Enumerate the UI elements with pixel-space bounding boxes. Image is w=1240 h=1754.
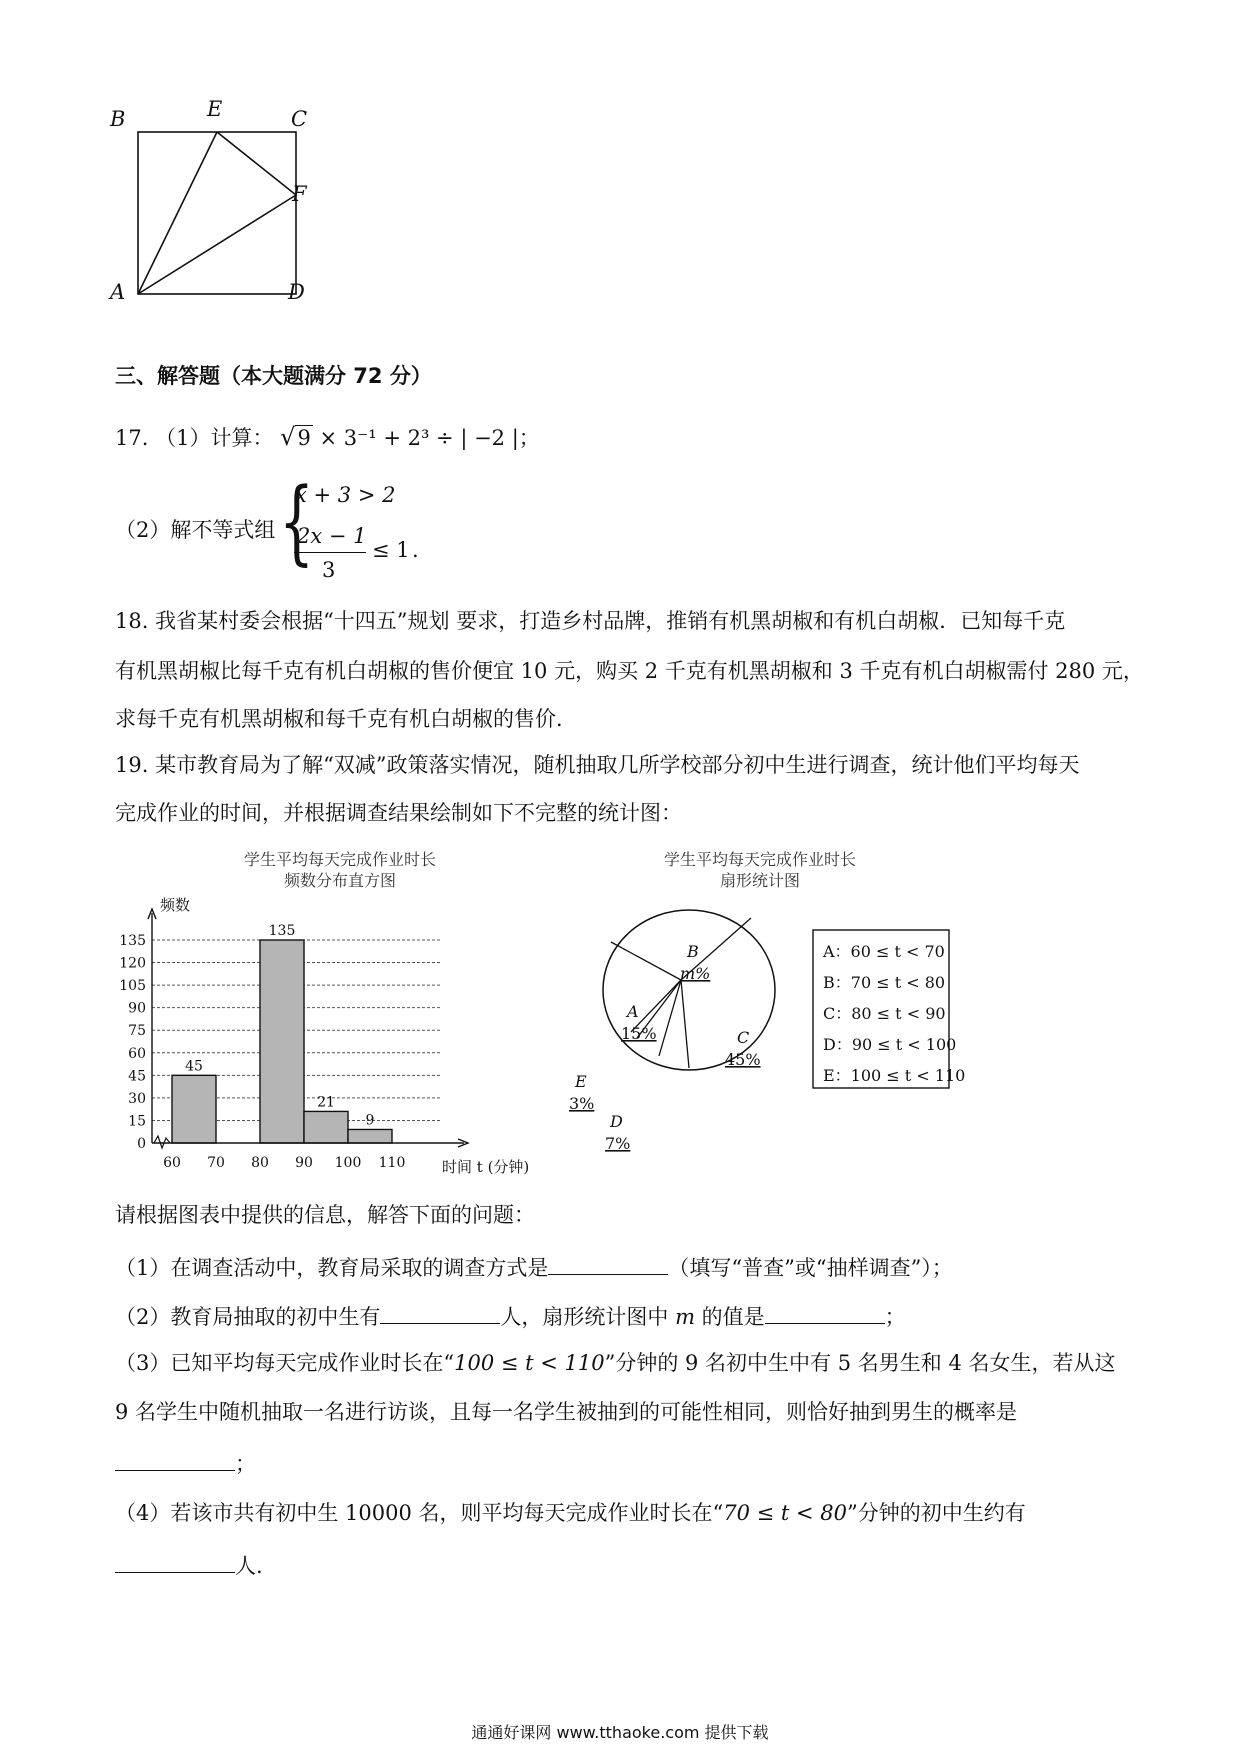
histogram-x-label: 时间 t (分钟) bbox=[442, 1158, 530, 1176]
legend-item-a: A：60 ≤ t < 70 bbox=[823, 942, 945, 961]
bar-data-label: 135 bbox=[268, 923, 296, 939]
q17-expression: × 3⁻¹ + 2³ ÷ | −2 |； bbox=[319, 426, 540, 450]
x-tick-label: 90 bbox=[295, 1155, 313, 1171]
histogram-title-1: 学生平均每天完成作业时长 bbox=[243, 850, 437, 869]
q19-p3-text: （3）已知平均每天完成作业时长在“ bbox=[115, 1351, 455, 1375]
y-tick-label: 120 bbox=[119, 955, 146, 972]
y-tick-label: 0 bbox=[137, 1136, 146, 1152]
point-label-f: F bbox=[292, 182, 307, 206]
pie-title-1: 学生平均每天完成作业时长 bbox=[663, 850, 857, 869]
pie-label-a: A bbox=[627, 1002, 639, 1021]
q19-part3-line1 bbox=[115, 1353, 1115, 1374]
pie-label-d: D bbox=[610, 1112, 623, 1131]
pie-label-a-pct: 15% bbox=[621, 1024, 657, 1043]
y-tick-label: 30 bbox=[128, 1090, 146, 1107]
answer-blank-4[interactable] bbox=[115, 1450, 235, 1471]
q17-part2-prefix: （2）解不等式组 bbox=[115, 518, 276, 542]
point-label-a: A bbox=[110, 280, 126, 304]
q19-part1 bbox=[115, 1254, 953, 1279]
histogram-bar bbox=[260, 940, 304, 1143]
point-label-b: B bbox=[110, 107, 126, 131]
histogram-chart bbox=[112, 845, 552, 1175]
pie-slice-boundary bbox=[611, 942, 681, 980]
q19-part4-line1 bbox=[115, 1503, 1026, 1524]
q17-part1-prefix: （1）计算： bbox=[155, 426, 274, 450]
q19-p3-text-b: ”分钟的 9 名初中生中有 5 名男生和 4 名女生，若从这 bbox=[604, 1351, 1116, 1375]
y-tick-label: 105 bbox=[119, 978, 146, 995]
answer-blank-1[interactable] bbox=[548, 1254, 668, 1275]
histogram-y-label: 频数 bbox=[160, 896, 191, 914]
q19-p2-end: ； bbox=[884, 1305, 906, 1329]
q19-line1: 19. 某市教育局为了解“双减”政策落实情况，随机抽取几所学校部分初中生进行调查，统计他们平均每天 bbox=[115, 753, 1080, 777]
q19-p4-text: （4）若该市共有初中生 10000 名，则平均每天完成作业时长在“ bbox=[115, 1501, 724, 1525]
x-tick-label: 60 bbox=[163, 1155, 181, 1171]
q18-line1: 18. 我省某村委会根据“十四五”规划 要求，打造乡村品牌，推销有机黑胡椒和有机白胡椒．已知每千克 bbox=[115, 609, 1066, 633]
q18-line3: 求每千克有机黑胡椒和每千克有机白胡椒的售价． bbox=[115, 707, 577, 731]
x-tick-label: 80 bbox=[251, 1155, 269, 1171]
square-figure bbox=[110, 97, 350, 340]
q17-period: . bbox=[412, 538, 419, 562]
legend-item-d: D：90 ≤ t < 100 bbox=[823, 1035, 957, 1054]
page-footer: 通通好课网 www.tthaoke.com 提供下载 bbox=[471, 1723, 769, 1742]
q17-fraction-denominator: 3 bbox=[322, 558, 336, 582]
q19-intro: 请根据图表中提供的信息，解答下面的问题： bbox=[115, 1203, 535, 1227]
y-tick-label: 75 bbox=[128, 1023, 146, 1040]
y-tick-label: 15 bbox=[128, 1113, 146, 1130]
pie-label-b-pct: m% bbox=[680, 964, 711, 983]
y-tick-label: 135 bbox=[119, 933, 146, 949]
q17-inequality-2-tail: ≤ 1 bbox=[372, 538, 410, 562]
q19-part4-line2 bbox=[115, 1552, 263, 1577]
q17-fraction-numerator: 2x − 1 bbox=[297, 524, 367, 548]
histogram-title-2: 频数分布直方图 bbox=[283, 871, 397, 890]
legend-item-c: C：80 ≤ t < 90 bbox=[823, 1004, 946, 1023]
pie-slice-boundary bbox=[681, 980, 689, 1068]
histogram-bar bbox=[172, 1075, 216, 1143]
q19-part3-line3 bbox=[115, 1450, 256, 1475]
axis-break-mark bbox=[154, 1136, 170, 1148]
pie-label-c: C bbox=[737, 1028, 750, 1047]
q19-part3-line2: 9 名学生中随机抽取一名进行访谈，且每一名学生被抽到的可能性相同，则恰好抽到男生的概率是 bbox=[115, 1400, 1018, 1424]
pie-label-e-pct: 3% bbox=[569, 1094, 595, 1113]
q19-p2-text-c: 的值是 bbox=[701, 1305, 765, 1329]
legend-item-b: B：70 ≤ t < 80 bbox=[823, 973, 946, 992]
x-tick-label: 70 bbox=[207, 1155, 225, 1171]
q19-p1-text: （1）在调查活动中，教育局采取的调查方式是 bbox=[115, 1256, 549, 1280]
segment-ef bbox=[217, 132, 296, 195]
q17-inequality-1: x + 3 > 2 bbox=[295, 483, 396, 507]
legend-item-e: E：100 ≤ t < 110 bbox=[823, 1066, 966, 1085]
q19-p4-text-b: ”分钟的初中生约有 bbox=[847, 1501, 1026, 1525]
q19-p3-end: ； bbox=[235, 1452, 256, 1476]
q19-p2-text-b: 人，扇形统计图中 bbox=[500, 1305, 669, 1329]
point-label-c: C bbox=[291, 107, 308, 131]
q17-part1 bbox=[115, 425, 540, 449]
fraction-bar bbox=[294, 552, 366, 553]
y-tick-label: 45 bbox=[128, 1068, 146, 1085]
x-tick-label: 100 bbox=[334, 1155, 362, 1171]
pie-label-b: B bbox=[687, 942, 699, 961]
q19-p4-end: 人. bbox=[235, 1554, 263, 1578]
q19-p1-hint: （填写“普查”或“抽样调查”）； bbox=[668, 1256, 953, 1280]
answer-blank-5[interactable] bbox=[115, 1552, 235, 1573]
x-tick-label: 110 bbox=[378, 1155, 406, 1171]
pie-label-d-pct: 7% bbox=[605, 1134, 631, 1153]
q19-line2: 完成作业的时间，并根据调查结果绘制如下不完整的统计图： bbox=[115, 801, 682, 825]
sqrt-symbol: √ bbox=[280, 423, 296, 451]
q19-part2 bbox=[115, 1303, 906, 1328]
sqrt-argument: 9 bbox=[297, 426, 311, 450]
q19-p2-text: （2）教育局抽取的初中生有 bbox=[115, 1305, 381, 1329]
system-brace: { bbox=[279, 468, 315, 575]
histogram-bar bbox=[348, 1129, 392, 1143]
square-abcd bbox=[138, 132, 296, 294]
q19-p2-m: m bbox=[675, 1305, 695, 1329]
q17-number: 17. bbox=[115, 426, 149, 450]
histogram-bar bbox=[304, 1111, 348, 1143]
answer-blank-2[interactable] bbox=[380, 1303, 500, 1324]
y-tick-label: 90 bbox=[128, 1000, 146, 1017]
q19-p3-range: 100 ≤ t < 110 bbox=[454, 1351, 605, 1375]
section-heading: 三、解答题（本大题满分 72 分） bbox=[115, 364, 432, 388]
answer-blank-3[interactable] bbox=[765, 1303, 885, 1324]
pie-chart bbox=[555, 845, 975, 1160]
bar-data-label: 9 bbox=[365, 1112, 375, 1129]
q19-p4-range: 70 ≤ t < 80 bbox=[723, 1501, 848, 1525]
point-label-d: D bbox=[288, 280, 305, 304]
y-tick-label: 60 bbox=[128, 1045, 146, 1062]
pie-label-c-pct: 45% bbox=[725, 1050, 761, 1069]
q18-line2: 有机黑胡椒比每千克有机白胡椒的售价便宜 10 元，购买 2 千克有机黑胡椒和 3 千克有机白胡椒需付 280 元， bbox=[115, 659, 1144, 683]
point-label-e: E bbox=[207, 97, 223, 121]
pie-label-e: E bbox=[575, 1072, 587, 1091]
pie-title-2: 扇形统计图 bbox=[719, 871, 801, 890]
bar-data-label: 45 bbox=[185, 1058, 203, 1075]
bar-data-label: 21 bbox=[317, 1094, 335, 1111]
